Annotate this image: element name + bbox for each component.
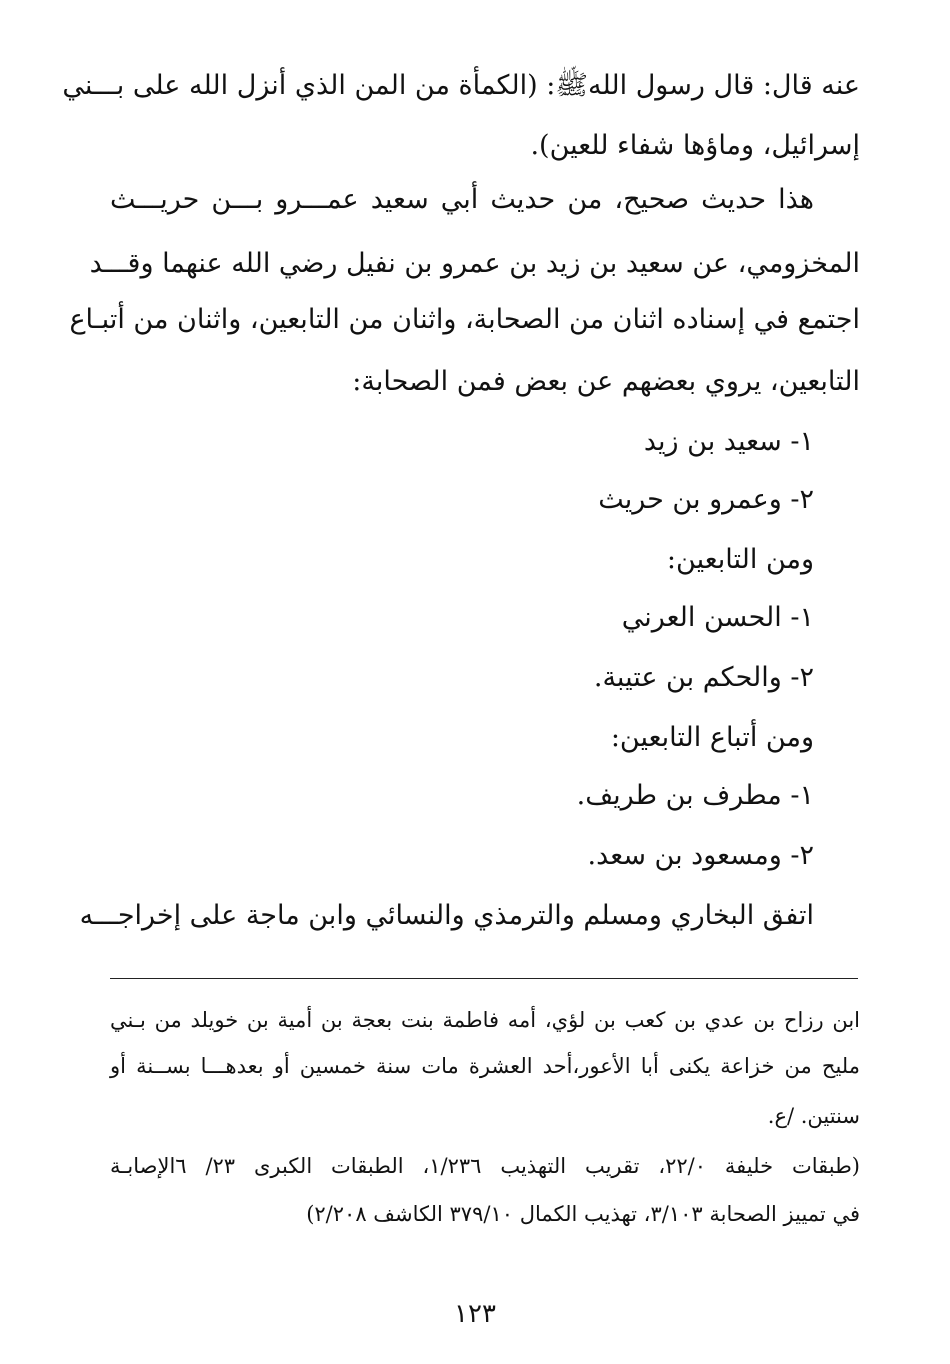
body-line: التابعين، يروي بعضهم عن بعض فمن الصحابة: [352, 366, 860, 397]
footnote-line: (طبقات خليفة ٢٢/٠، تقريب التهذيب ١/٢٣٦، الطبقات الكبرى ٢٣/ ٦الإصابـة [110, 1154, 860, 1178]
footnote-line: في تمييز الصحابة ٣/١٠٣، تهذيب الكمال ٣٧٩/١٠ الكاشف ٢/٢٠٨) [306, 1202, 860, 1226]
footnote-divider [110, 978, 858, 979]
body-line: اتفق البخاري ومسلم والترمذي والنسائي وابن ماجة على إخراجـــه [79, 900, 814, 931]
section-label: ومن التابعين: [666, 544, 814, 575]
list-item: ٢- وعمرو بن حريث [598, 484, 814, 515]
footnote-line: مليح من خزاعة يكنى أبا الأعور،أحد العشرة مات سنة خمسين أو بعدهـــا بســنة أو [110, 1054, 860, 1078]
list-item: ٢- ومسعود بن سعد. [587, 840, 814, 871]
body-line: المخزومي، عن سعيد بن زيد بن عمرو بن نفيل رضي الله عنهما وقـــد [89, 248, 860, 279]
list-item: ١- الحسن العرني [621, 602, 814, 633]
section-label: ومن أتباع التابعين: [610, 722, 814, 753]
body-line: اجتمع في إسناده اثنان من الصحابة، واثنان من التابعين، واثنان من أتبـاع [69, 304, 860, 335]
list-item: ٢- والحكم بن عتيبة. [593, 662, 814, 693]
footnote-line: ابن رزاح بن عدي بن كعب بن لؤي، أمه فاطمة بنت بعجة بن أمية بن خويلد من بـني [110, 1008, 860, 1032]
body-line: عنه قال: قال رسول اللهﷺ: (الكمأة من المن الذي أنزل الله على بـــني [62, 70, 860, 101]
footnote-line: سنتين. /ع. [767, 1104, 860, 1128]
page-number: ١٢٣ [454, 1299, 496, 1329]
list-item: ١- سعيد بن زيد [643, 426, 814, 457]
list-item: ١- مطرف بن طريف. [576, 780, 814, 811]
body-line: إسرائيل، وماؤها شفاء للعين). [530, 130, 860, 161]
body-line: هذا حديث صحيح، من حديث أبي سعيد عمـــرو بـــن حريـــث [110, 184, 814, 215]
